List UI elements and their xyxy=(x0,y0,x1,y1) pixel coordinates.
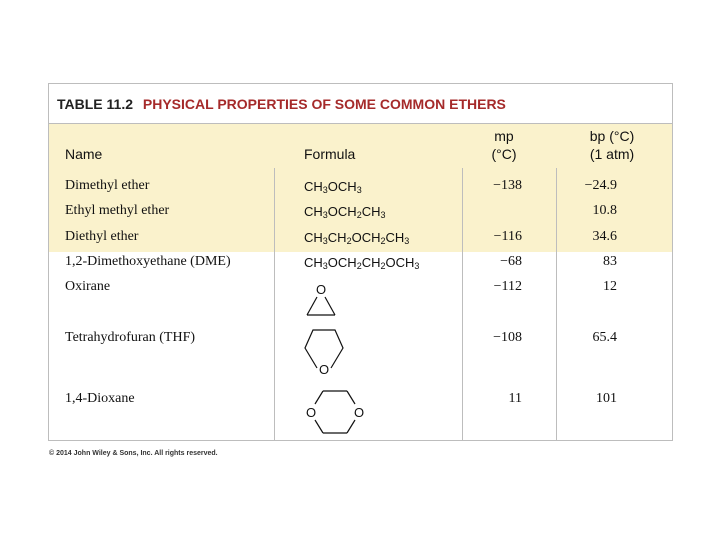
ethers-table xyxy=(48,83,673,441)
row-formula: $CH_3OCH_3$ xyxy=(304,179,362,195)
row-bp: −24.9 xyxy=(584,178,617,193)
row-formula: $CH_3OCH_2CH_2OCH_3$ xyxy=(304,255,420,271)
row-name: Ethyl methyl ether xyxy=(65,203,170,218)
row-formula: $CH_3CH_2OCH_2CH_3$ xyxy=(304,230,410,246)
ring-oxygen-label: O xyxy=(305,405,317,420)
row-name: 1,2-Dimethoxyethane (DME) xyxy=(65,254,231,269)
row-mp: −108 xyxy=(493,330,522,345)
copyright-notice: © 2014 John Wiley & Sons, Inc. All rights reserved. xyxy=(49,450,218,457)
column-divider-formula xyxy=(274,168,275,440)
row-mp: −138 xyxy=(493,178,522,193)
row-name: Tetrahydrofuran (THF) xyxy=(65,330,196,345)
row-bp: 34.6 xyxy=(592,229,617,244)
row-bp: 10.8 xyxy=(592,203,617,218)
row-mp: 11 xyxy=(508,391,522,406)
dioxane-structure-icon xyxy=(303,386,369,443)
header-name: Name xyxy=(65,146,103,162)
ring-oxygen-label: O xyxy=(315,282,327,297)
row-mp: −68 xyxy=(500,254,522,269)
table-title-bar xyxy=(49,84,672,124)
row-name: Dimethyl ether xyxy=(65,178,150,193)
oxirane-structure-icon xyxy=(297,280,347,327)
ring-oxygen-label: O xyxy=(318,362,330,377)
row-name: Oxirane xyxy=(65,279,111,294)
row-bp: 12 xyxy=(603,279,617,294)
row-bp: 65.4 xyxy=(592,330,617,345)
ring-oxygen-label: O xyxy=(353,405,365,420)
thf-structure-icon xyxy=(297,324,351,385)
table-title: PHYSICAL PROPERTIES OF SOME COMMON ETHERS xyxy=(142,96,506,112)
column-divider-mp xyxy=(462,168,463,440)
row-name: 1,4-Dioxane xyxy=(65,391,135,406)
header-bp-line1: bp (°C) xyxy=(589,128,635,144)
header-mp-line2: (°C) xyxy=(491,146,517,162)
row-mp: −112 xyxy=(493,279,522,294)
row-formula: $CH_3OCH_2CH_3$ xyxy=(304,204,386,220)
table-label: TABLE 11.2 xyxy=(57,96,133,112)
row-bp: 101 xyxy=(596,391,617,406)
row-mp: −116 xyxy=(493,229,522,244)
header-bp-line2: (1 atm) xyxy=(589,146,635,162)
header-formula: Formula xyxy=(304,146,356,162)
column-divider-bp xyxy=(556,168,557,440)
header-mp-line1: mp xyxy=(494,128,514,144)
row-name: Diethyl ether xyxy=(65,229,139,244)
row-bp: 83 xyxy=(603,254,617,269)
